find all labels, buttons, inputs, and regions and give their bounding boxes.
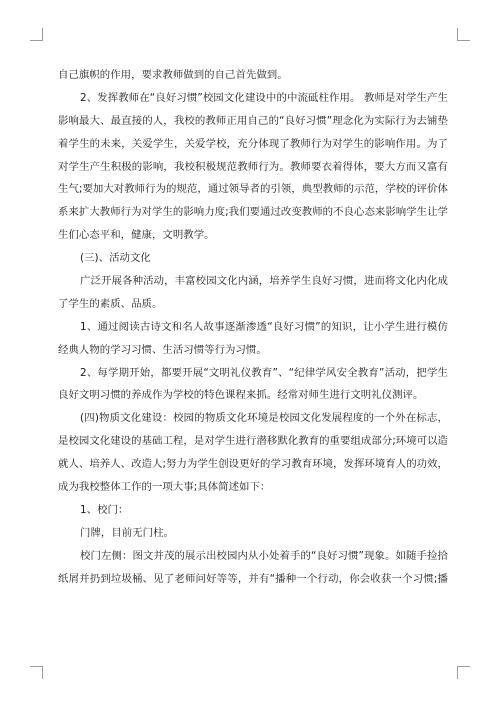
- text-line: 良好文明习惯的养成作为学校的特色课程来抓。经常对师生进行文明礼仪测评。: [58, 389, 424, 402]
- text-line: 就人、培养人、改造人;努力为学生创设更好的学习教育环境，发挥环境育人的功效，: [58, 458, 448, 471]
- text-line: 成为我校整体工作的一项大事;具体简述如下：: [58, 481, 271, 494]
- paragraph-door-plate: 门牌，目前无门柱。: [80, 526, 174, 539]
- text-line: 是校园文化建设的基础工程，是对学生进行潜移默化教育的重要组成部分;环境可以造: [58, 435, 448, 448]
- text-line: 了学生的素质、品质。: [58, 297, 163, 310]
- crop-mark-bottom-right: [457, 666, 470, 679]
- text-line: 生气;要加大对教师行为的规范，通过领导者的引领，典型教师的示范，学校的评价体: [58, 183, 448, 196]
- section-heading-activity-culture: (三)、活动文化: [80, 252, 151, 265]
- text-line: 纸屑并扔到垃圾桶、见了老师问好等等，并有“播种一个行动，你会收获一个习惯;播: [58, 572, 448, 585]
- subheading-school-gate: 1、校门：: [80, 503, 129, 516]
- paragraph-gate-left: 校门左侧：图文并茂的展示出校园内从小处着手的“良好习惯”现象。如随手捡拾: [80, 549, 448, 562]
- text-line: 自己旗帜的作用，要求教师做到的自己首先做到。: [58, 69, 288, 81]
- text-line: 着学生的未来，关爱学生，关爱学校，充分体现了教师行为对学生的影响作用。为了: [58, 137, 448, 150]
- text-line: 生们心态平和，健康，文明教学。: [58, 229, 215, 242]
- text-line: 对学生产生积极的影响，我校积极规范教师行为。教师要衣着得体，要大方而又富有: [58, 160, 448, 173]
- paragraph-reading: 1、通过阅读古诗文和名人故事逐渐渗透“良好习惯”的知识，让小学生进行模仿: [80, 320, 448, 333]
- text-line: 系来扩大教师行为对学生的影响力度;我们要通过改变教师的不良心态来影响学生让学: [58, 206, 448, 219]
- crop-mark-bottom-left: [30, 666, 43, 679]
- document-body: [58, 64, 448, 590]
- paragraph-material-culture: (四)物质文化建设：校园的物质文化环境是校园文化发展程度的一个外在标志，: [80, 412, 448, 425]
- paragraph-semester: 2、每学期开始，都要开展“文明礼仪教育”、“纪律学风安全教育”活动，把学生: [80, 366, 448, 379]
- paragraph-teacher-role: 2、发挥教师在“良好习惯”校园文化建设中的中流砥柱作用。 教师是对学生产生: [80, 91, 448, 104]
- text-line: 影响最大、最直接的人，我校的教师正用自己的“良好习惯”理念化为实际行为去铺垫: [58, 114, 448, 127]
- text-line: 经典人物的学习习惯、生活习惯等行为习惯。: [58, 343, 267, 356]
- crop-mark-top-left: [30, 28, 43, 41]
- crop-mark-top-right: [457, 28, 470, 41]
- paragraph-activities: 广泛开展各种活动，丰富校园文化内涵，培养学生良好习惯，进而将文化内化成: [80, 275, 448, 288]
